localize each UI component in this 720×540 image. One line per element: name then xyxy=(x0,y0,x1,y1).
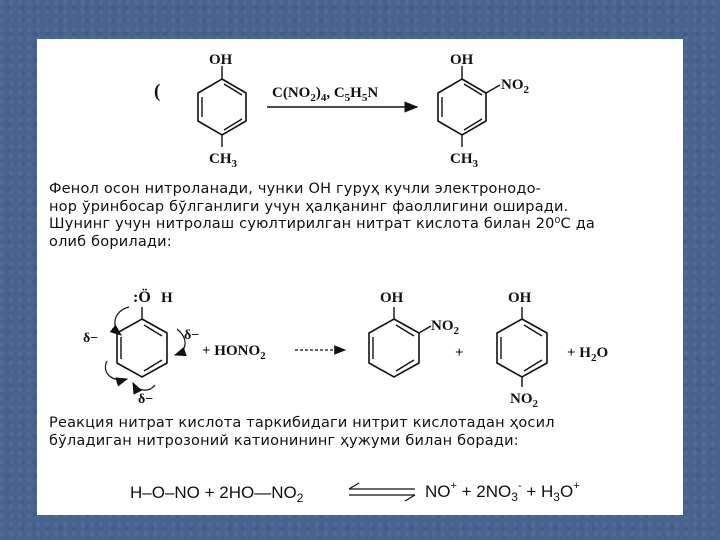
delta-minus-left: δ− xyxy=(83,331,99,346)
water-product: + $H_2O$ xyxy=(567,345,609,364)
product1-oh-label: OH xyxy=(380,290,404,306)
paragraph-nitration-explanation xyxy=(49,181,674,251)
slide-page xyxy=(37,39,683,515)
reaction1-reagent-label: $C(NO_2)_4$, $C_5H_5N$ xyxy=(272,85,379,104)
product-ch3-label: $CH_3$ xyxy=(450,151,478,170)
product1-no2-label: $NO_2$ xyxy=(431,318,459,337)
delta-minus-right: δ− xyxy=(184,328,200,343)
product-nitrocresol xyxy=(438,66,500,147)
oxygen-lone-pair-label: :Ö xyxy=(133,289,151,306)
paragraph-line: нор ўринбосар бўлганлиги учун ҳалқанинг фаоллигини оширади. xyxy=(49,198,569,215)
paragraph-line: Фенол осон нитроланади, чунки ОН гуруҳ кучли электронодо- xyxy=(49,181,542,197)
paragraph-line: Шунинг учун нитролаш суюлтирилган нитрат кислота билан 20⁰С да xyxy=(49,216,596,232)
equilibrium-right-side: $NO^+ + 2NO_3^- + H_3O^+$ xyxy=(425,480,580,504)
paragraph-line: Реакция нитрат кислота таркибидаги нитрит кислотадан ҳосил xyxy=(49,415,555,431)
paragraph-line: бўладиган нитрозоний катионининг ҳужуми билан боради: xyxy=(49,432,519,449)
product-no2-label: $NO_2$ xyxy=(501,77,529,96)
reactant-oh-label: OH xyxy=(209,52,233,68)
para-nitrophenol xyxy=(497,307,547,387)
paragraph-nitrosonium-mechanism xyxy=(49,415,674,450)
stray-mark: ( xyxy=(154,81,161,102)
delta-minus-bottom: δ− xyxy=(138,392,154,407)
product-oh-label: OH xyxy=(450,52,474,68)
product2-no2-label: $NO_2$ xyxy=(510,391,538,410)
paragraph-line: олиб борилади: xyxy=(49,233,172,250)
reactant-ch3-label: $CH_3$ xyxy=(209,151,237,170)
products-plus: + xyxy=(455,345,464,361)
equilibrium-arrows xyxy=(349,483,415,501)
hydrogen-label: H xyxy=(161,290,173,306)
hono2-reagent: + $HONO_2$ xyxy=(202,343,266,362)
ortho-nitrophenol xyxy=(369,307,431,377)
reactant-toluene-phenol xyxy=(198,66,246,147)
resonance-phenol-ring xyxy=(105,307,185,390)
product2-oh-label: OH xyxy=(508,290,532,306)
equilibrium-left-side: $H-O-NO + 2HO—NO_2$ xyxy=(130,483,304,505)
